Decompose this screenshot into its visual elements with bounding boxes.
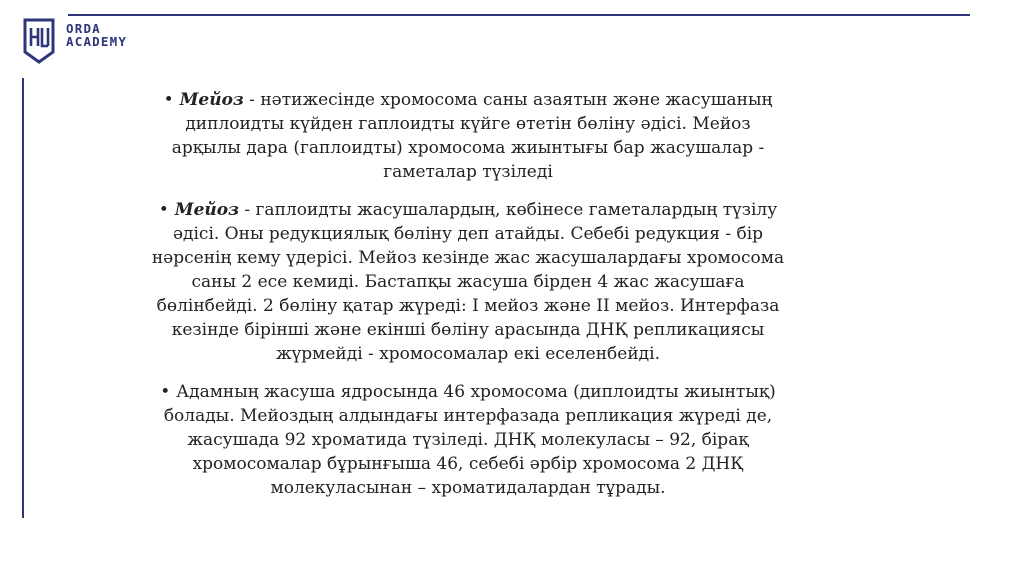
brand-wordmark <box>66 22 127 48</box>
header-rule <box>68 14 970 16</box>
slide-content <box>88 88 848 514</box>
text-line: молекуласынан – хроматидалардан тұрады. <box>270 478 666 498</box>
text-line: - гаплоидты жасушалардың, көбінесе гаметалардың түзілу <box>238 200 778 220</box>
text-line: арқылы дара (гаплоидты) хромосома жиынтығы бар жасушалар - <box>171 138 765 158</box>
paragraph-human-chromosomes <box>88 380 848 500</box>
left-rule <box>22 78 24 518</box>
text-line: бөлінбейді. 2 бөліну қатар жүреді: I мейоз және II мейоз. Интерфаза <box>156 296 780 316</box>
paragraph-meiosis-reduction <box>88 198 848 366</box>
text-line: хромосомалар бұрынғыша 46, себебі әрбір хромосома 2 ДНҚ <box>192 454 744 474</box>
text-line: болады. Мейоздың алдындағы интерфазада репликация жүреді де, <box>163 406 773 426</box>
text-line: әдісі. Оны редукциялық бөліну деп атайды. Себебі редукция - бір <box>172 224 764 244</box>
text-line: саны 2 есе кемиді. Бастапқы жасуша бірден 4 жас жасушаға <box>191 272 745 292</box>
bullet-icon: • <box>163 90 174 110</box>
text-line: нәрсенің кему үдерісі. Мейоз кезінде жас жасушалардағы хромосома <box>151 248 785 268</box>
text-line: - нәтижесінде хромосома саны азаятын және жасушаның <box>243 90 773 110</box>
bullet-icon: • <box>158 200 169 220</box>
text-line: жасушада 92 хроматида түзіледі. ДНҚ молекуласы – 92, бірақ <box>187 430 749 450</box>
term-label: Мейоз <box>174 200 239 220</box>
text-line: жүрмейді - хромосомалар екі еселенбейді. <box>276 344 660 364</box>
text-line: гаметалар түзіледі <box>383 162 553 182</box>
text-line: кезінде бірінші және екінші бөліну арасында ДНҚ репликациясы <box>171 320 765 340</box>
brand-line-1: ORDA <box>66 21 101 36</box>
text-line: Адамның жасуша ядросында 46 хромосома (диплоидты жиынтық) <box>176 382 776 402</box>
term-label: Мейоз <box>179 90 244 110</box>
text-line: диплоидты күйден гаплоидты күйге өтетін бөліну әдісі. Мейоз <box>185 114 751 134</box>
orda-academy-logo-icon <box>22 16 56 66</box>
bullet-icon: • <box>160 382 171 402</box>
paragraph-meiosis-definition <box>88 88 848 184</box>
brand-line-2: ACADEMY <box>66 34 128 49</box>
